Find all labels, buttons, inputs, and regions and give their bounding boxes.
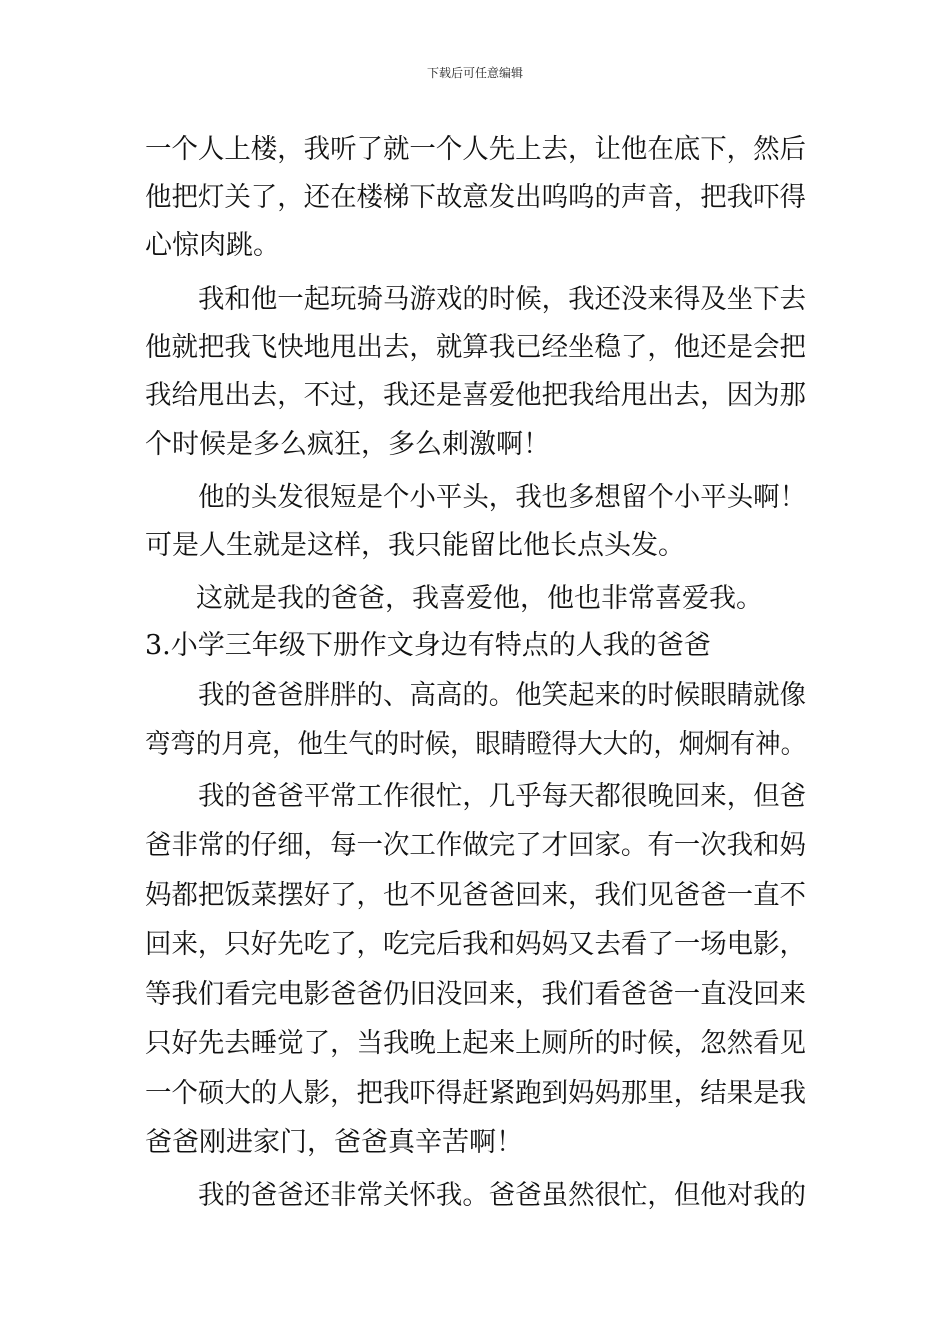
text-line: 爸非常的仔细，每一次工作做完了才回家。有一次我和妈 [145,830,806,861]
paragraph-first-line: 我的爸爸平常工作很忙，几乎每天都很晚回来，但爸 [198,781,806,812]
text-line: 一个人上楼，我听了就一个人先上去，让他在底下，然后 [145,134,806,165]
page-header: 下载后可任意编辑 [426,66,523,80]
text-line: 等我们看完电影爸爸仍旧没回来，我们看爸爸一直没回来 [145,979,806,1010]
text-line: 只好先去睡觉了，当我晚上起来上厕所的时候，忽然看见 [145,1028,806,1059]
paragraph-first-line: 他的头发很短是个小平头，我也多想留个小平头啊！ [198,482,806,513]
text-line: 回来，只好先吃了，吃完后我和妈妈又去看了一场电影， [145,929,806,960]
paragraph-first-line: 我的爸爸还非常关怀我。爸爸虽然很忙，但他对我的 [198,1180,806,1211]
paragraph-first-line: 我的爸爸胖胖的、高高的。他笑起来的时候眼睛就像 [198,680,806,711]
text-line: 妈都把饭菜摆好了，也不见爸爸回来，我们见爸爸一直不 [145,880,806,911]
text-line: 他把灯关了，还在楼梯下故意发出呜呜的声音，把我吓得 [145,182,806,213]
text-line: 个时候是多么疯狂，多么刺激啊！ [145,429,550,460]
text-line: 弯弯的月亮，他生气的时候，眼睛瞪得大大的，炯炯有神。 [145,729,806,760]
text-line: 爸爸刚进家门，爸爸真辛苦啊！ [145,1127,523,1158]
paragraph-first-line: 这就是我的爸爸，我喜爱他，他也非常喜爱我。 [196,583,763,614]
text-line: 他就把我飞快地甩出去，就算我已经坐稳了，他还是会把 [145,332,806,363]
text-line: 可是人生就是这样，我只能留比他长点头发。 [145,530,685,561]
paragraph-first-line: 我和他一起玩骑马游戏的时候，我还没来得及坐下去 [198,284,806,315]
text-line: 心惊肉跳。 [145,230,280,261]
section-heading: 3.小学三年级下册作文身边有特点的人我的爸爸 [145,630,711,661]
text-line: 一个硕大的人影，把我吓得赶紧跑到妈妈那里，结果是我 [145,1078,806,1109]
text-line: 我给甩出去，不过，我还是喜爱他把我给甩出去，因为那 [145,380,806,411]
